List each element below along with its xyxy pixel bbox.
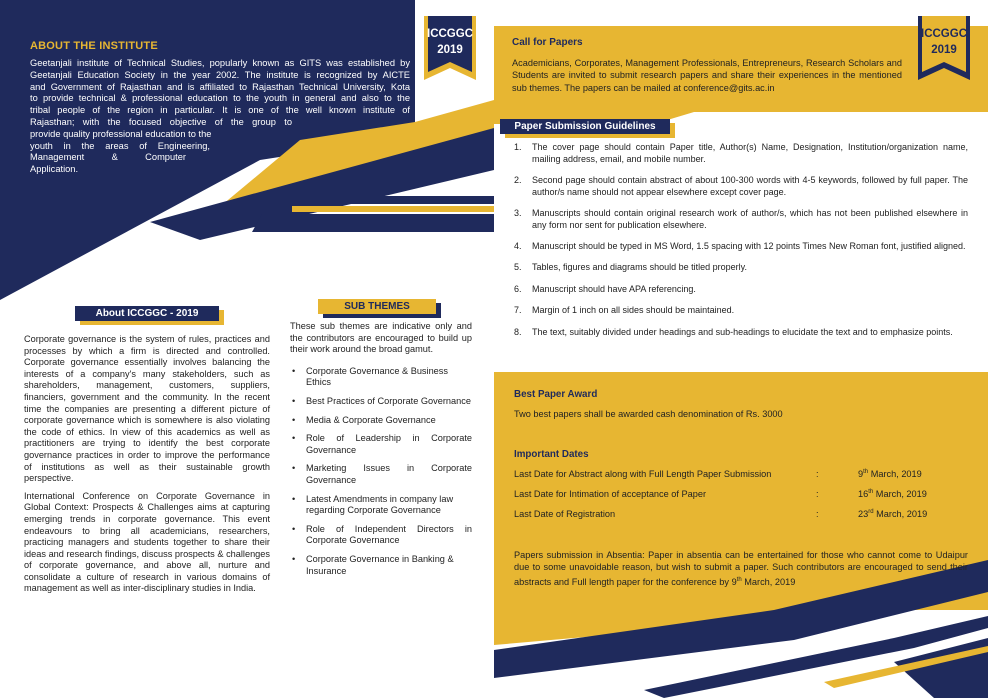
right-background-shapes: [494, 0, 988, 698]
list-item: • Corporate Governance & Business Ethics: [292, 365, 448, 388]
about-institute-line: tribal people of the region in particular. It is one of the well known institute of: [30, 105, 410, 116]
badge-line-1: ICCGGC: [427, 28, 473, 40]
right-badge: [918, 16, 970, 80]
about-institute-line: Rajasthan; with the focused objective of the group to: [30, 116, 292, 127]
badge-line-2: 2019: [437, 44, 463, 56]
sub-themes-intro: These sub themes are indicative only and the contributors are encouraged to build up their work around the broad gamut.: [290, 321, 472, 355]
badge-line-2: 2019: [931, 44, 957, 56]
absentia-text: Papers submission in Absentia: Paper in absentia can be entertained for those who cannot come to Udaipur due to some unavoidable reason, but wish to submit a paper. Such contributors are encouraged to send their abstracts and Full length paper for the conference by 9th March, 2019: [514, 550, 968, 587]
about-institute-line: Application.: [30, 164, 79, 175]
about-iccggc-para-1: Corporate governance is the system of rules, practices and processes by which a firm is directed and controlled. Corporate governance essentially involves balancing the interests of a company's many stakeholders, such as shareholders, management, customers, suppliers, financiers, government and the community. In the recent time the companies are presenting a different picture of corporate governance which is somewhere is also violating the code of ethics. In view of this academics as well as practitioners are trying to identify the best corporate governance practices in order to improve the performance of institutions as well as their sustainable growth perspective.: [24, 334, 270, 484]
sub-themes-heading: SUB THEMES: [318, 299, 436, 314]
list-item: 7. Margin of 1 inch on all sides should be maintained.: [514, 305, 735, 316]
list-item: • Best Practices of Corporate Governance: [292, 395, 471, 406]
list-item: • Role of Independent Directors in Corporate Governance: [292, 523, 472, 546]
about-institute-line: Management & Computer: [30, 152, 186, 163]
call-for-papers-text: Academicians, Corporates, Management Professionals, Entrepreneurs, Research Scholars and Students are invited to submit research papers and share their experiences in the mentioned sub themes. The papers can be mailed at conference@gits.ac.in: [512, 58, 902, 93]
guidelines-heading: Paper Submission Guidelines: [500, 119, 670, 134]
list-item: • Media & Corporate Governance: [292, 414, 436, 425]
badge-line-1: ICCGGC: [921, 28, 967, 40]
about-iccggc-text: [24, 334, 270, 595]
list-item: 5. Tables, figures and diagrams should be titled properly.: [514, 262, 747, 273]
list-item: 6. Manuscript should have APA referencing.: [514, 283, 696, 294]
list-item: 8. The text, suitably divided under headings and sub-headings to elucidate the text and to emphasize points.: [514, 326, 953, 337]
about-iccggc-para-2: International Conference on Corporate Governance in Global Context: Prospects & Challenges aims at capturing emerging trends in corporate governance. This event endeavours to bring all academicians, researchers, practicing managers and students together to share their ideas and research findings, discuss prospects & challenges of corporate governance, and above all, nurture and consolidate a culture of research in various domains of management as well as inter-disciplinary studies in India.: [24, 490, 270, 594]
about-institute-line: to provide technical & professional education to the youth in general and also to the: [30, 93, 410, 104]
best-paper-heading: Best Paper Award: [514, 389, 598, 400]
about-institute-line: Geetanjali institute of Technical Studies, popularly known as GITS was established by: [30, 58, 410, 68]
list-item: • Marketing Issues in Corporate Governance: [292, 463, 472, 485]
about-institute-heading: ABOUT THE INSTITUTE: [30, 40, 158, 52]
sub-themes-section: [290, 321, 472, 584]
list-item: • Role of Leadership in Corporate Governance: [292, 433, 472, 455]
left-badge: [424, 16, 476, 80]
important-dates-heading: Important Dates: [514, 449, 589, 460]
about-institute-line: Geetanjali Education Society in the year 2002. The institute is recognized by AICTE: [30, 69, 410, 80]
about-institute-line: youth in the areas of Engineering,: [30, 140, 210, 151]
list-item: 2. Second page should contain abstract of about 100-300 words with 4-5 keywords, followed by full paper. The author/s name should not appear elsewhere except cover page.: [514, 174, 968, 197]
guidelines-list: [512, 142, 968, 348]
list-item: • Corporate Governance in Banking & Insurance: [292, 553, 454, 576]
about-institute-text: [30, 58, 410, 176]
right-panel: ICCGGC 2019 Call for Papers Academicians, Corporates, Management Professionals, Entrepreneurs, Research Scholars and Students are invited to submit research papers and share their experiences in the mentioned sub themes. The papers can be mailed at conference@gits.ac.in Paper Submission Guidelines 1. The cover page should contain Paper title, Author(s) Name, Designation, Institution/organization name, mailing address, email, and mobile number. 2. Second page should contain abstract of about 100-300 words with 4-5 keywords, followed by full paper. The author/s name should not appear elsewhere except cover page. 3. Manuscripts should contain original research work of author/s, which has not been published elsewhere in any form nor sent for publication elsewhere. 4. Manuscript should be typed in MS Word, 1.5 spacing with 12 points Times New Roman font, justified aligned. 5. Tables, figures and diagrams should be titled properly. 6. Manuscript should have APA referencing. 7. Margin of 1 inch on all sides should be maintained. 8. The text, suitably divided under headings and sub-headings to elucidate the text and to emphasize points. Best Paper Award Two best papers shall be awarded cash denomination of Rs. 3000 Important Dates Last Date for Abstract along with Full Length Paper Submission : 9th March, 2019 Last Date for Intimation of acceptance of Paper : 16th March, 2019 Last Date of Registration : 23rd March, 2019 Papers submission in Absentia: Paper in absentia can be entertained for those who cannot come to Udaipur due to some unavoidable reason, but wish to submit a paper. Such contributors are encouraged to send their abstracts and Full length paper for the conference by 9th March, 2019: [494, 0, 988, 698]
best-paper-text: Two best papers shall be awarded cash denomination of Rs. 3000: [514, 409, 783, 419]
sub-themes-list: [290, 366, 472, 577]
about-iccggc-heading: About ICCGGC - 2019: [75, 306, 219, 321]
list-item: 1. The cover page should contain Paper title, Author(s) Name, Designation, Institution/organization name, mailing address, email, and mobile number.: [514, 142, 968, 164]
about-institute-line: and Government of Rajasthan and is affiliated to Rajasthan Technical University, Kota: [30, 81, 410, 92]
about-institute-line: provide quality professional education to the: [30, 128, 212, 139]
list-item: 4. Manuscript should be typed in MS Word, 1.5 spacing with 12 points Times New Roman font, justified aligned.: [514, 240, 966, 251]
list-item: • Latest Amendments in company law regarding Corporate Governance: [292, 493, 454, 516]
list-item: 3. Manuscripts should contain original research work of author/s, which has not been published elsewhere in any form nor sent for publication elsewhere.: [514, 207, 968, 230]
call-for-papers-heading: Call for Papers: [512, 37, 583, 48]
